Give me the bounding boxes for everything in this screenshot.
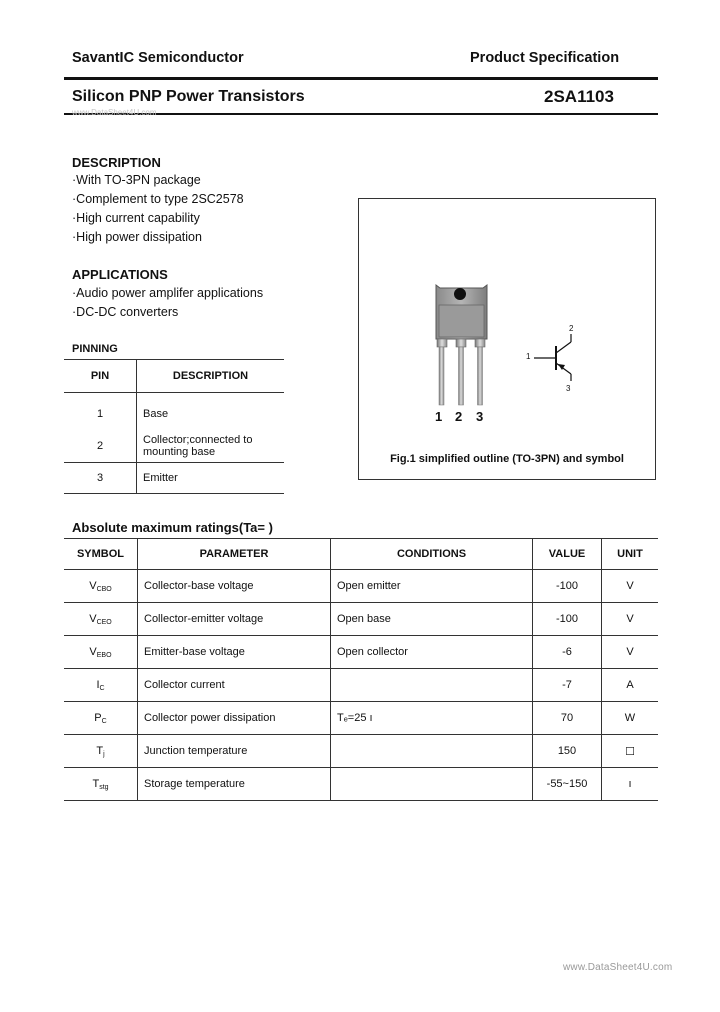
ratings-header-row	[64, 539, 658, 570]
package-outline-icon	[359, 199, 655, 439]
table-row	[64, 603, 658, 636]
symbol-collector-label: 2	[569, 324, 574, 333]
conditions-cell	[331, 768, 533, 801]
pin-description: Emitter	[143, 472, 178, 484]
pin-column-header: PIN	[64, 360, 137, 393]
table-row	[64, 570, 658, 603]
description-item: ·High power dissipation	[72, 230, 202, 244]
company-name: SavantIC Semiconductor	[72, 50, 244, 66]
unit-cell: V	[626, 646, 634, 658]
parameter-cell: Collector-emitter voltage	[138, 603, 331, 636]
document-title: Silicon PNP Power Transistors	[72, 88, 305, 105]
description-item: ·Complement to type 2SC2578	[72, 192, 244, 206]
document-type: Product Specification	[470, 50, 620, 66]
unit-cell: A	[626, 679, 634, 691]
pin-number: 2	[64, 430, 137, 463]
symbol-cell: $V_{CEO}$	[64, 603, 138, 636]
watermark-text: www.DataSheet4U.com	[72, 108, 157, 117]
symbol-column-header: SYMBOL	[64, 539, 138, 570]
pin-label: 1	[435, 409, 443, 424]
table-row	[64, 735, 658, 768]
value-cell: -55~150	[533, 768, 602, 801]
part-number: 2SA1103	[544, 87, 614, 106]
parameter-cell: Collector current	[138, 669, 331, 702]
applications-heading: APPLICATIONS	[72, 267, 168, 282]
value-cell: -6	[533, 636, 602, 669]
conditions-cell	[331, 735, 533, 768]
conditions-cell: Open emitter	[331, 570, 533, 603]
unit-cell: ☐	[625, 745, 635, 758]
pin-desc-column-header: DESCRIPTION	[172, 370, 249, 382]
conditions-cell	[331, 669, 533, 702]
description-item: ·With TO-3PN package	[72, 173, 201, 187]
symbol-cell: $I_C$	[64, 669, 138, 702]
symbol-base-label: 1	[526, 352, 531, 361]
figure-caption: Fig.1 simplified outline (TO-3PN) and symbol	[390, 453, 624, 465]
pin-label: 2	[455, 409, 463, 424]
ratings-table	[64, 538, 658, 801]
pin-number: 1	[64, 393, 137, 431]
description-heading: DESCRIPTION	[72, 155, 161, 170]
parameter-cell: Emitter-base voltage	[138, 636, 331, 669]
pin-description: Base	[143, 408, 169, 420]
conditions-column-header: CONDITIONS	[331, 539, 533, 570]
pinning-table	[64, 359, 284, 494]
table-row	[64, 669, 658, 702]
value-cell: 70	[533, 702, 602, 735]
value-cell: 150	[533, 735, 602, 768]
parameter-cell: Collector-base voltage	[138, 570, 331, 603]
symbol-cell: $V_{EBO}$	[64, 636, 138, 669]
ratings-heading: Absolute maximum ratings(Ta= )	[72, 520, 273, 535]
value-cell: -100	[533, 603, 602, 636]
footer-website: www.DataSheet4U.com	[563, 962, 673, 973]
table-row	[64, 463, 284, 494]
header-rule-top	[64, 77, 658, 80]
parameter-cell: Storage temperature	[138, 768, 331, 801]
conditions-cell: Open collector	[331, 636, 533, 669]
table-row	[64, 636, 658, 669]
table-row	[64, 430, 284, 463]
value-cell: -100	[533, 570, 602, 603]
symbol-cell: $P_C$	[64, 702, 138, 735]
parameter-column-header: PARAMETER	[138, 539, 331, 570]
application-item: ·Audio power amplifer applications	[72, 286, 264, 300]
value-cell: -7	[533, 669, 602, 702]
conditions-cell: Tₑ=25 ı	[331, 702, 533, 735]
description-item: ·High current capability	[72, 211, 200, 225]
value-column-header: VALUE	[533, 539, 602, 570]
unit-cell: W	[624, 712, 636, 724]
description-list	[72, 171, 244, 247]
pin-number: 3	[64, 463, 137, 494]
pin-label: 3	[476, 409, 484, 424]
parameter-cell: Junction temperature	[138, 735, 331, 768]
unit-cell: V	[626, 613, 634, 625]
unit-cell: V	[626, 580, 634, 592]
symbol-cell: $V_{CBO}$	[64, 570, 138, 603]
figure-box	[358, 198, 656, 480]
unit-cell: ı	[628, 778, 632, 790]
unit-column-header: UNIT	[617, 548, 643, 560]
table-row	[64, 393, 284, 431]
symbol-emitter-label: 3	[566, 384, 571, 393]
table-row	[64, 768, 658, 801]
application-item: ·DC-DC converters	[72, 305, 179, 319]
conditions-cell: Open base	[331, 603, 533, 636]
table-row	[64, 702, 658, 735]
symbol-cell: $T_{stg}$	[64, 768, 138, 801]
parameter-cell: Collector power dissipation	[138, 702, 331, 735]
applications-list	[72, 284, 263, 322]
pinning-heading: PINNING	[72, 343, 118, 355]
symbol-cell: $T_j$	[64, 735, 138, 768]
pin-description: Collector;connected to mounting base	[143, 434, 253, 458]
